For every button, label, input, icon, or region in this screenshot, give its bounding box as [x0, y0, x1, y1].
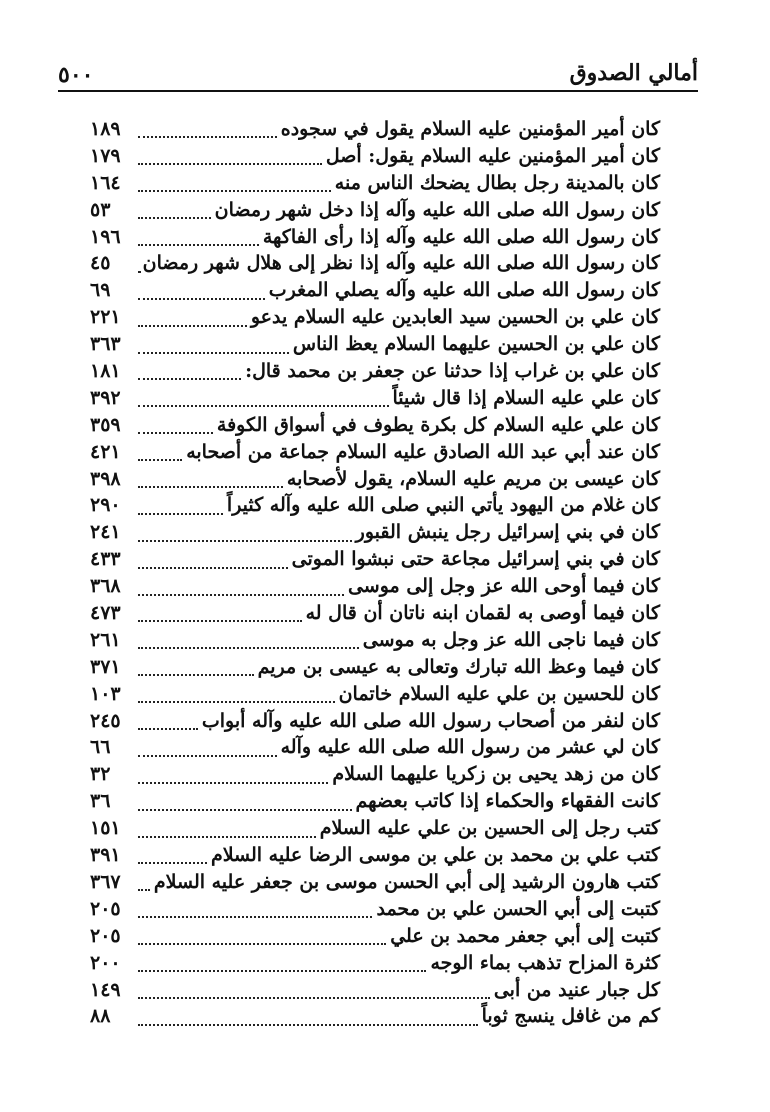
dot-leader	[138, 540, 352, 542]
entry-page-number: ١٨٩	[90, 118, 121, 140]
entry-page-number: ١٠٣	[90, 682, 121, 705]
index-entry	[90, 279, 660, 306]
entry-page-number: ١٩٦	[90, 225, 121, 248]
entry-text: كتب علي بن محمد بن علي بن موسى الرضا عليه السلام	[210, 844, 660, 867]
index-entry	[90, 736, 660, 763]
entry-text: كان أمير المؤمنين عليه السلام يقول: أصل	[325, 144, 660, 167]
entry-page-number: ٢٢١	[90, 306, 121, 329]
entry-page-number: ٢٠٥	[90, 924, 121, 947]
dot-leader	[138, 378, 241, 380]
index-entry	[90, 925, 660, 952]
index-entry	[90, 763, 660, 790]
index-entry	[90, 952, 660, 979]
index-entry	[90, 871, 660, 898]
dot-leader	[138, 836, 316, 838]
dot-leader	[138, 943, 386, 945]
index-entry	[90, 494, 660, 521]
entry-text: كان علي عليه السلام إذا قال شيئاً	[392, 386, 660, 409]
dot-leader	[138, 567, 288, 569]
entry-text: كان في بني إسرائيل مجاعة حتى نبشوا الموتى	[291, 548, 660, 571]
dot-leader	[138, 163, 322, 165]
dot-leader	[138, 755, 277, 757]
dot-leader	[138, 997, 490, 999]
entry-text: كتب هارون الرشيد إلى أبي الحسن موسى بن جعفر عليه السلام	[153, 870, 660, 893]
entry-text: كم من غافل ينسج ثوباً	[481, 1005, 660, 1028]
entry-text: كثرة المزاح تذهب بماء الوجه	[430, 951, 660, 974]
dot-leader	[138, 325, 247, 327]
entry-page-number: ٢٤١	[90, 521, 121, 544]
entry-page-number: ١٦٤	[90, 171, 121, 194]
dot-leader	[138, 298, 265, 300]
entry-page-number: ٢٠٠	[90, 951, 121, 974]
entry-text: كان رسول الله صلى الله عليه وآله إذا رأى الفاكهة	[262, 225, 660, 248]
entry-page-number: ١٥١	[90, 817, 121, 840]
dot-leader	[138, 701, 335, 703]
entry-text: كان فيما وعظ الله تبارك وتعالى به عيسى بن مريم	[257, 655, 660, 678]
dot-leader	[138, 862, 207, 864]
dot-leader	[138, 432, 213, 434]
index-entry	[90, 414, 660, 441]
index-entry	[90, 1005, 660, 1032]
dot-leader	[138, 1024, 478, 1026]
dot-leader	[138, 244, 259, 246]
dot-leader	[138, 405, 389, 407]
entry-text: كان في بني إسرائيل رجل ينبش القبور	[355, 521, 660, 544]
entry-page-number: ٣٦٧	[90, 870, 121, 893]
index-entry	[90, 710, 660, 737]
index-entry	[90, 226, 660, 253]
index-entry	[90, 898, 660, 925]
index-entry	[90, 252, 660, 279]
entry-page-number: ٣٩٢	[90, 386, 121, 409]
entry-page-number: ٣٦٣	[90, 333, 121, 356]
dot-leader	[138, 647, 359, 649]
dot-leader	[138, 620, 302, 622]
index-entry	[90, 602, 660, 629]
dot-leader	[138, 136, 277, 138]
entry-text: كانت الفقهاء والحكماء إذا كاتب بعضهم	[355, 790, 660, 813]
entry-text: كان علي عليه السلام كل بكرة يطوف في أسواق الكوفة	[216, 413, 660, 436]
entry-page-number: ٣٦٨	[90, 575, 121, 598]
index-entry	[90, 333, 660, 360]
entry-page-number: ١٨١	[90, 360, 121, 383]
dot-leader	[138, 809, 352, 811]
index-entry	[90, 979, 660, 1006]
entry-text: كان من زهد يحيى بن زكريا عليهما السلام	[332, 763, 660, 786]
index-entry	[90, 360, 660, 387]
entry-text: كل جبار عنيد من أبى	[493, 978, 660, 1001]
book-title: أمالي الصدوق	[569, 60, 698, 86]
entry-text: كان بالمدينة رجل بطال يضحك الناس منه	[334, 171, 660, 194]
index-entry	[90, 306, 660, 333]
entry-text: كان لي عشر من رسول الله صلى الله عليه وآله	[280, 736, 660, 759]
index-entry	[90, 548, 660, 575]
entry-page-number: ٣٩١	[90, 844, 121, 867]
dot-leader	[138, 970, 426, 972]
entry-page-number: ٤٣٣	[90, 548, 121, 571]
dot-leader	[138, 271, 139, 273]
index-entry	[90, 575, 660, 602]
entry-text: كان غلام من اليهود يأتي النبي صلى الله عليه وآله كثيراً	[226, 494, 660, 517]
entry-page-number: ٣٥٩	[90, 413, 121, 436]
dot-leader	[138, 352, 289, 354]
index-entry	[90, 468, 660, 495]
dot-leader	[138, 190, 331, 192]
entry-page-number: ١٧٩	[90, 144, 121, 167]
dot-leader	[138, 513, 223, 515]
entry-page-number: ٦٦	[90, 736, 111, 759]
index-entry	[90, 441, 660, 468]
entry-page-number: ٢٠٥	[90, 897, 121, 920]
dot-leader	[138, 459, 182, 461]
entry-text: كتبت إلى أبي الحسن علي بن محمد	[376, 897, 660, 920]
dot-leader	[138, 728, 198, 730]
entry-page-number: ١٤٩	[90, 978, 121, 1001]
index-entry	[90, 683, 660, 710]
index-entry	[90, 790, 660, 817]
entry-page-number: ٣٧١	[90, 655, 121, 678]
entry-page-number: ٦٩	[90, 279, 111, 302]
index-entry	[90, 844, 660, 871]
entry-text: كان أمير المؤمنين عليه السلام يقول في سجوده	[280, 118, 660, 140]
page-header	[58, 56, 698, 92]
entry-text: كان رسول الله صلى الله عليه وآله إذا نظر إلى هلال شهر رمضان	[142, 252, 660, 275]
index-entry	[90, 145, 660, 172]
entry-page-number: ٣٩٨	[90, 467, 121, 490]
entry-text: كتبت إلى أبي جعفر محمد بن علي	[390, 924, 660, 947]
index-entry	[90, 521, 660, 548]
entry-page-number: ٢٦١	[90, 628, 121, 651]
entry-text: كان رسول الله صلى الله عليه وآله يصلي المغرب	[268, 279, 660, 302]
dot-leader	[138, 594, 344, 596]
entry-page-number: ٢٤٥	[90, 709, 121, 732]
index-entry	[90, 199, 660, 226]
dot-leader	[138, 486, 283, 488]
entry-text: كان علي بن الحسين سيد العابدين عليه السلام يدعو	[250, 306, 660, 329]
dot-leader	[138, 889, 150, 891]
entry-text: كان علي بن الحسين عليهما السلام يعظ الناس	[292, 333, 660, 356]
index-entry	[90, 172, 660, 199]
entry-text: كان علي بن غراب إذا حدثنا عن جعفر بن محمد قال:	[245, 360, 660, 383]
entry-text: كان فيما أوحى الله عز وجل إلى موسى	[347, 575, 660, 598]
page-number: ٥٠٠	[58, 62, 94, 88]
index-entry	[90, 118, 660, 145]
entry-text: كان فيما أوصى به لقمان ابنه ناتان أن قال له	[305, 602, 660, 625]
entry-text: كتب رجل إلى الحسين بن علي عليه السلام	[319, 817, 660, 840]
entry-page-number: ٤٥	[90, 252, 111, 275]
entry-page-number: ٣٦	[90, 790, 111, 813]
index-list	[90, 118, 660, 1032]
dot-leader	[138, 916, 372, 918]
entry-page-number: ٤٧٣	[90, 602, 121, 625]
entry-text: كان عيسى بن مريم عليه السلام، يقول لأصحابه	[286, 467, 660, 490]
entry-text: كان لنفر من أصحاب رسول الله صلى الله عليه وآله أبواب	[201, 709, 660, 732]
entry-page-number: ٤٢١	[90, 440, 121, 463]
entry-text: كان عند أبي عبد الله الصادق عليه السلام جماعة من أصحابه	[186, 440, 660, 463]
dot-leader	[138, 782, 328, 784]
index-entry	[90, 656, 660, 683]
dot-leader	[138, 217, 211, 219]
entry-page-number: ٨٨	[90, 1005, 111, 1028]
entry-page-number: ٢٩٠	[90, 494, 121, 517]
dot-leader	[138, 674, 254, 676]
entry-page-number: ٥٣	[90, 198, 111, 221]
index-entry	[90, 817, 660, 844]
entry-text: كان رسول الله صلى الله عليه وآله إذا دخل شهر رمضان	[214, 198, 660, 221]
entry-page-number: ٣٢	[90, 763, 111, 786]
entry-text: كان فيما ناجى الله عز وجل به موسى	[362, 628, 660, 651]
index-entry	[90, 629, 660, 656]
entry-text: كان للحسين بن علي عليه السلام خاتمان	[338, 682, 660, 705]
index-entry	[90, 387, 660, 414]
